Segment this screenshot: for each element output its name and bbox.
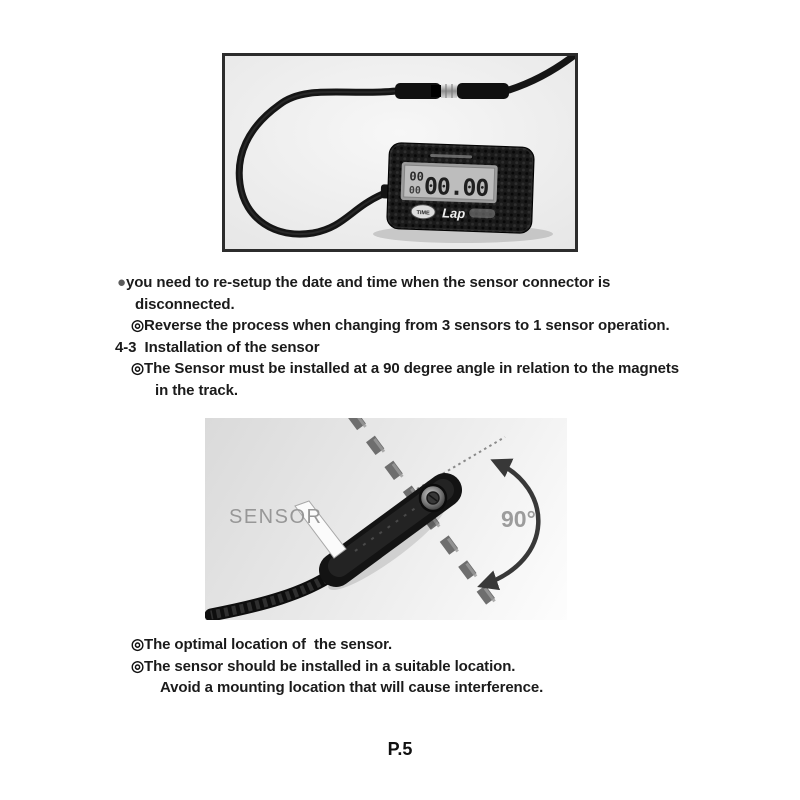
cable-connector [395,83,509,99]
notes-top-block [115,272,695,401]
note-angle-line1 [115,358,695,380]
note-location-line2: Avoid a mounting location that will cause interference. [160,679,544,696]
note-resetup-line1 [115,272,695,294]
note-resetup-text1: you need to re-setup the date and time when the sensor connector is [125,274,611,291]
lcd-lap-count: 00 [409,169,425,184]
note-reverse-text: Reverse the process when changing from 3 sensors to 1 sensor operation. [144,317,670,334]
note-angle-line2: in the track. [155,381,238,399]
note-location-line1 [115,656,695,678]
note-reverse [115,315,695,337]
notes-bottom-block [115,634,695,699]
angle-label: 90° [501,506,536,532]
time-button-label: TIME [416,210,430,217]
ring-bullet-icon: ◎ [131,360,144,377]
filled-bullet-icon: ● [117,274,126,291]
lcd-time: 00.00 [423,173,489,202]
figure-sensor-photo [205,418,567,620]
brand-logo: Lap [441,205,466,222]
section-heading: 4-3 Installation of the sensor [115,338,320,356]
sensor-photo-art [205,418,567,620]
brand-logo-blur [469,208,495,218]
note-optimal [115,634,695,656]
note-optimal-text: The optimal location of the sensor. [144,636,393,653]
page-number: P.5 [387,739,413,759]
ring-bullet-icon: ◎ [131,317,144,334]
figure-timer-photo [222,53,578,252]
lap-timer-device [380,142,535,233]
note-angle-text1: The Sensor must be installed at a 90 degree angle in relation to the magnets [144,360,680,377]
timer-photo-art [225,56,575,249]
ring-bullet-icon: ◎ [131,636,144,653]
note-location-text1: The sensor should be installed in a suitable location. [144,657,516,675]
note-resetup-line2: disconnected. [135,295,235,313]
ring-bullet-icon: ◎ [131,657,144,675]
sensor-label: SENSOR [229,506,323,528]
lcd-sub-digits: 00 [408,185,422,197]
